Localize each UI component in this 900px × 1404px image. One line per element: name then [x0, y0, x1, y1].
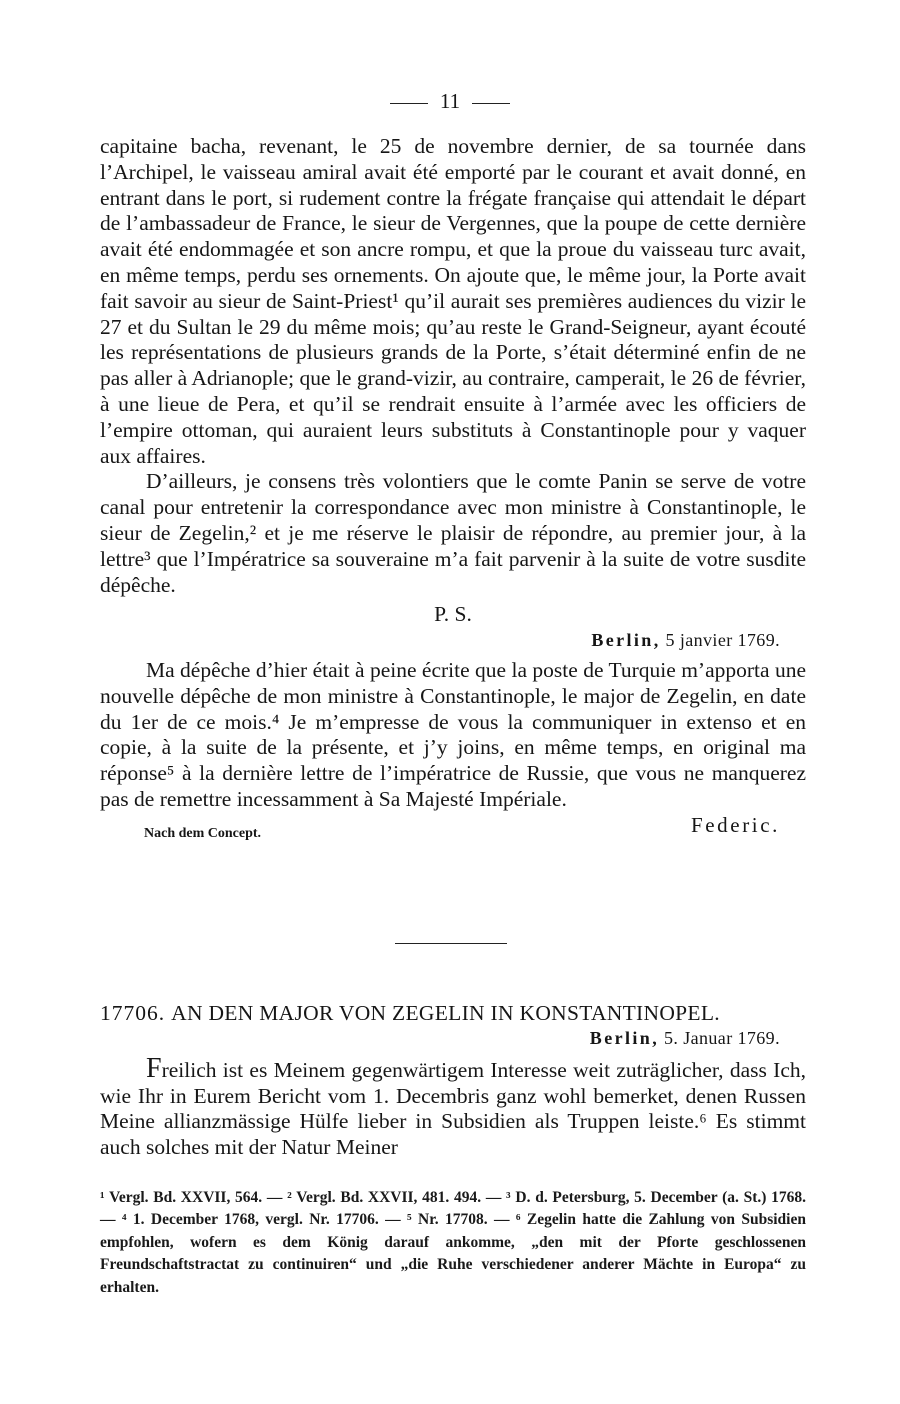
page-header — [0, 88, 900, 114]
dateline-date: 5 janvier 1769. — [660, 630, 780, 651]
signature: Federic. — [690, 812, 780, 837]
footnotes — [100, 1187, 806, 1299]
section-divider — [395, 943, 507, 944]
dateline-place: Berlin, — [591, 630, 661, 651]
letter-dateline — [100, 1026, 780, 1052]
source-note: Nach dem Concept. — [144, 825, 262, 841]
letter-17706 — [100, 1000, 806, 1161]
letter-heading — [100, 1000, 806, 1026]
dateline-date: 5. Januar 1769. — [659, 1028, 780, 1048]
footnote-text: ¹ Vergl. Bd. XXVII, 564. — ² Vergl. Bd. XXVII, 481. 494. — ³ D. d. Petersburg, 5. December (a. St.) 1768. — ⁴ 1. December 1768, vergl. Nr. 17706. — ⁵ Nr. 17708. — ⁶ Zegelin hatte die Zahlung von Subsidien empfohlen, wofern es dem König darauf ankomme, „den mit der Pforte geschlossenen Freundschaftstractat zu continuiren“ und „die Ruhe verschiedener anderer Mächte in Europa“ zu erhalten. — [100, 1189, 806, 1296]
letter-number: 17706. — [100, 1001, 166, 1025]
dateline-place: Berlin, — [589, 1028, 660, 1048]
postscript-paragraph: Ma dépêche d’hier était à peine écrite que la poste de Turquie m’apporta une nouvelle dépêche de mon ministre à Constantinople, le major de Zegelin, en date du 1er de ce mois.⁴ Je m’empresse de vous la communiquer in extenso et en copie, à la suite de la présente, et j’y joins, en même temps, en original ma réponse⁵ à la dernière lettre de l’impératrice de Russie, que vous ne manquerez pas de remettre incessamment à Sa Majesté Impériale. — [100, 657, 806, 811]
page-number: 11 — [439, 89, 461, 113]
letter-paragraph — [100, 1052, 806, 1161]
body-paragraph: capitaine bacha, revenant, le 25 de novembre dernier, de sa tournée dans l’Archipel, le vaisseau amiral avait été emporté par le courant et avait donné, en entrant dans le port, si rudement contre la frégate française qui attendait le départ de l’ambassadeur de France, le sieur de Vergennes, que la poupe de cette dernière avait été endommagée et son ancre rompu, et que la proue du vaisseau turc avait, en même temps, perdu ses ornements. On ajoute que, le même jour, la Porte avait fait savoir au sieur de Saint-Priest¹ qu’il aurait ses premières audiences du vizir le 27 et du Sultan le 29 du même mois; qu’au reste le Grand-Seigneur, ayant écouté les représentations de plusieurs grands de la Porte, s’était déterminé enfin de ne pas aller à Adrianople; que le grand-vizir, au contraire, camperait, le 26 de février, à une lieue de Pera, et qu’il se rendrait ensuite à l’armée avec les officiers de l’empire ottoman, qui auraient leurs substituts à Constantinople pour y vaquer aux affaires. — [100, 134, 806, 468]
letter-addressee: AN DEN MAJOR VON ZEGELIN IN KONSTANTINOPEL. — [171, 1001, 720, 1025]
postscript-dateline — [100, 628, 780, 654]
header-rule-left — [390, 103, 428, 104]
header-rule-right — [472, 103, 510, 104]
postscript-label: P. S. — [434, 602, 472, 627]
signature-row — [100, 813, 806, 841]
initial-letter: F — [146, 1052, 162, 1084]
letter-continuation — [100, 134, 806, 841]
letter-text: reilich ist es Meinem gegenwärtigem Interesse weit zuträglicher, dass Ich, wie Ihr in Eurem Bericht vom 1. Decembris ganz wohl bemerket, denen Russen Meine allianzmässige Hülfe lieber in Subsidien als Truppen leiste.⁶ Es stimmt auch solches mit der Natur Meiner — [100, 1057, 806, 1160]
body-paragraph: D’ailleurs, je consens très volontiers que le comte Panin se serve de votre canal pour entretenir la correspondance avec mon ministre à Constantinople, le sieur de Zegelin,² et je me réserve le plaisir de répondre, au premier jour, à la lettre³ que l’Impératrice sa souveraine m’a fait parvenir à la suite de votre susdite dépêche. — [100, 469, 806, 597]
